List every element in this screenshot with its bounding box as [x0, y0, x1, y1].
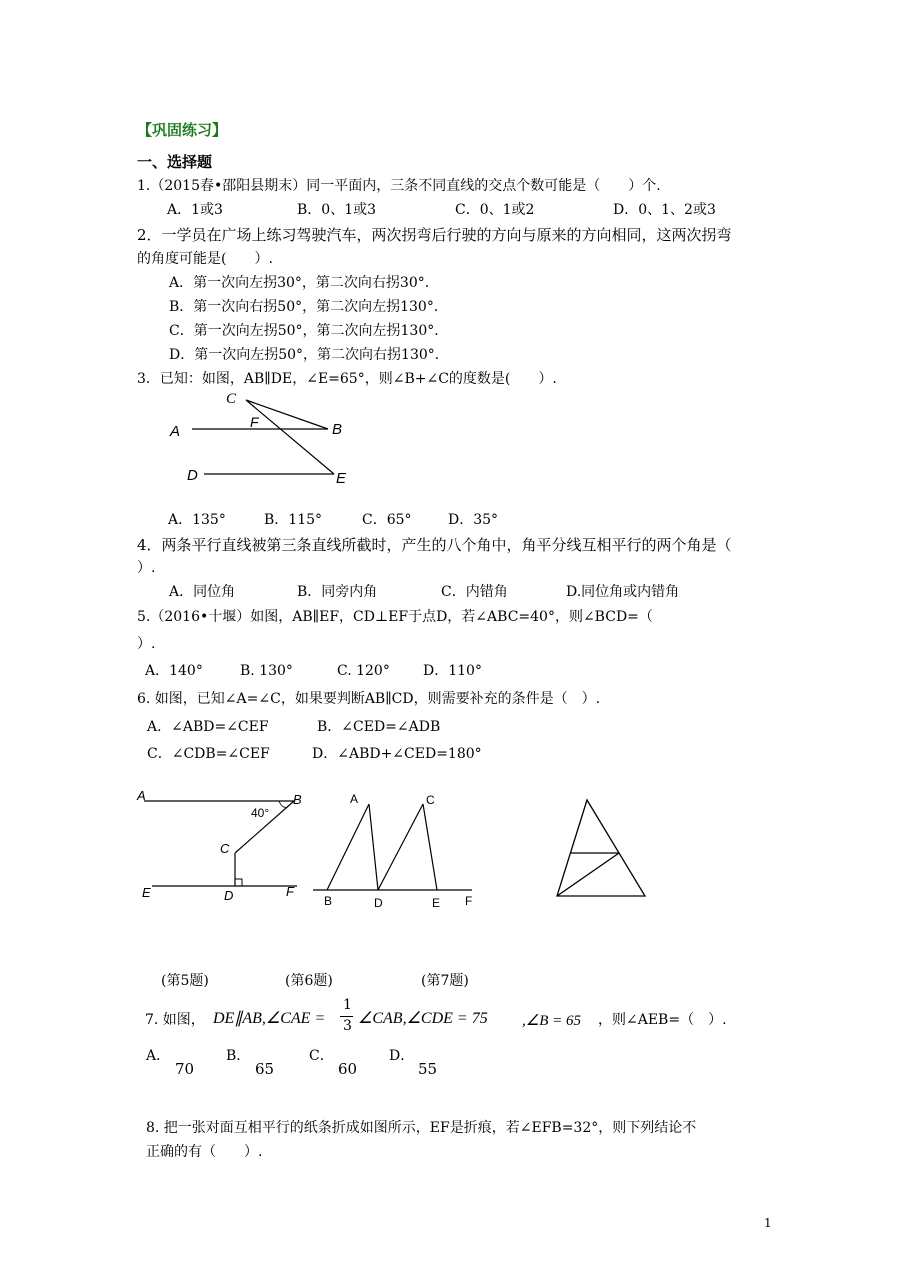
caption-fig6: (第6题) — [285, 973, 333, 989]
q1-option-b: B．0、1或3 — [297, 202, 377, 218]
q2-stem-line1: 2．一学员在广场上练习驾驶汽车，两次拐弯后行驶的方向与原来的方向相同，这两次拐弯 — [137, 226, 732, 244]
q7-option-c-letter: C． — [309, 1048, 334, 1064]
q2-option-b: B．第一次向右拐50°，第二次向左拐130°． — [169, 299, 448, 315]
q4-option-d: D.同位角或内错角 — [566, 584, 680, 600]
q5-option-c: C. 120° — [337, 663, 390, 679]
fig6-label-b: B — [324, 894, 333, 908]
q6-stem: 6. 如图，已知∠A=∠C，如果要判断AB∥CD，则需要补充的条件是（ ）. — [137, 691, 601, 707]
fig6-label-d: D — [374, 896, 383, 910]
q3-stem: 3．已知：如图，AB∥DE，∠E=65°，则∠B+∠C的度数是( ）. — [137, 371, 557, 387]
section-header: 【巩固练习】 — [137, 121, 228, 139]
fig6-label-c: C — [426, 793, 435, 807]
q1-stem: 1.（2015春•邵阳县期末）同一平面内，三条不同直线的交点个数可能是（ ）个. — [137, 178, 661, 194]
q4-stem-line1: 4．两条平行直线被第三条直线所截时，产生的八个角中，角平分线互相平行的两个角是（ — [137, 536, 732, 554]
q4-option-a: A．同位角 — [169, 584, 236, 600]
q8-stem-line1: 8. 把一张对面互相平行的纸条折成如图所示，EF是折痕，若∠EFB=32°，则下列结论不 — [146, 1120, 697, 1136]
q5-option-b: B. 130° — [240, 663, 293, 679]
fig6-label-a: A — [350, 792, 359, 806]
q7-formula-part1: DE∥AB,∠CAE = — [213, 1010, 326, 1027]
q7-prefix: 7. 如图， — [145, 1012, 205, 1028]
q7-suffix: ，则∠AEB=（ ）. — [598, 1012, 727, 1028]
fig5-label-a: A — [137, 788, 146, 803]
caption-fig5: (第5题) — [161, 973, 209, 989]
q3-label-f: F — [250, 414, 259, 430]
q3-option-b: B．115° — [264, 512, 323, 528]
fig6-label-f: F — [465, 894, 473, 908]
q5-stem-line2: ）. — [137, 636, 156, 652]
q1-option-d: D．0、1、2或3 — [613, 202, 716, 218]
part-title: 一、选择题 — [137, 153, 213, 171]
q2-option-d: D．第一次向左拐50°，第二次向右拐130°． — [169, 347, 449, 363]
q7-fraction-bar — [340, 1016, 353, 1017]
q2-option-a: A．第一次向左拐30°，第二次向右拐30°． — [169, 275, 439, 291]
q1-option-c: C．0、1或2 — [455, 202, 535, 218]
q7-option-c-value: 60 — [338, 1060, 358, 1078]
q7-option-b-letter: B． — [226, 1048, 251, 1064]
q7-option-a-letter: A． — [146, 1048, 171, 1064]
q7-option-d-letter: D． — [389, 1048, 415, 1064]
fig7-figure — [550, 795, 650, 900]
q7-option-d-value: 55 — [418, 1060, 438, 1078]
q5-option-a: A．140° — [145, 663, 203, 679]
q3-figure — [160, 385, 360, 490]
q7-option-a-value: 70 — [175, 1060, 195, 1078]
q3-label-a: A — [170, 423, 181, 440]
q6-option-b: B．∠CED=∠ADB — [317, 719, 441, 735]
q7-fraction-numerator: 1 — [343, 997, 352, 1013]
q6-option-a: A．∠ABD=∠CEF — [147, 719, 269, 735]
q3-label-d: D — [187, 467, 198, 484]
q1-option-a: A．1或3 — [167, 202, 223, 218]
fig5-label-e: E — [142, 885, 151, 900]
q3-label-e: E — [336, 470, 347, 487]
page-number: 1 — [764, 1216, 772, 1230]
q3-option-a: A．135° — [168, 512, 226, 528]
fig5-figure — [132, 785, 302, 910]
fig6-label-e: E — [432, 896, 441, 910]
q3-option-c: C．65° — [362, 512, 412, 528]
q6-option-c: C．∠CDB=∠CEF — [147, 746, 270, 762]
q2-stem-line2: 的角度可能是( ）. — [137, 251, 273, 267]
q3-label-c: C — [226, 391, 237, 407]
q7-formula-part3: ,∠B = 65 — [522, 1013, 581, 1029]
caption-fig7: (第7题) — [421, 973, 469, 989]
fig5-label-d: D — [224, 888, 234, 903]
q7-formula-part2: ∠CAB,∠CDE = 75 — [358, 1010, 488, 1027]
q6-option-d: D．∠ABD+∠CED=180° — [312, 746, 482, 762]
q3-label-b: B — [332, 421, 343, 438]
q5-option-d: D．110° — [423, 663, 482, 679]
q4-stem-line2: ）. — [137, 560, 156, 576]
fig5-label-c: C — [220, 841, 230, 856]
q2-option-c: C．第一次向左拐50°，第二次向左拐130°． — [169, 323, 449, 339]
q4-option-c: C．内错角 — [441, 584, 508, 600]
q5-stem-line1: 5.（2016•十堰）如图，AB∥EF，CD⊥EF于点D，若∠ABC=40°，则∠BCD=（ — [137, 609, 653, 625]
q4-option-b: B．同旁内角 — [297, 584, 378, 600]
fig5-angle-label: 40° — [251, 806, 270, 820]
q8-stem-line2: 正确的有（ ）. — [146, 1144, 263, 1160]
q7-option-b-value: 65 — [255, 1060, 275, 1078]
q7-fraction-denominator: 3 — [343, 1018, 352, 1034]
fig5-label-f: F — [286, 884, 294, 899]
fig5-label-b: B — [293, 792, 302, 807]
fig6-figure — [310, 787, 480, 912]
q3-option-d: D．35° — [448, 512, 499, 528]
